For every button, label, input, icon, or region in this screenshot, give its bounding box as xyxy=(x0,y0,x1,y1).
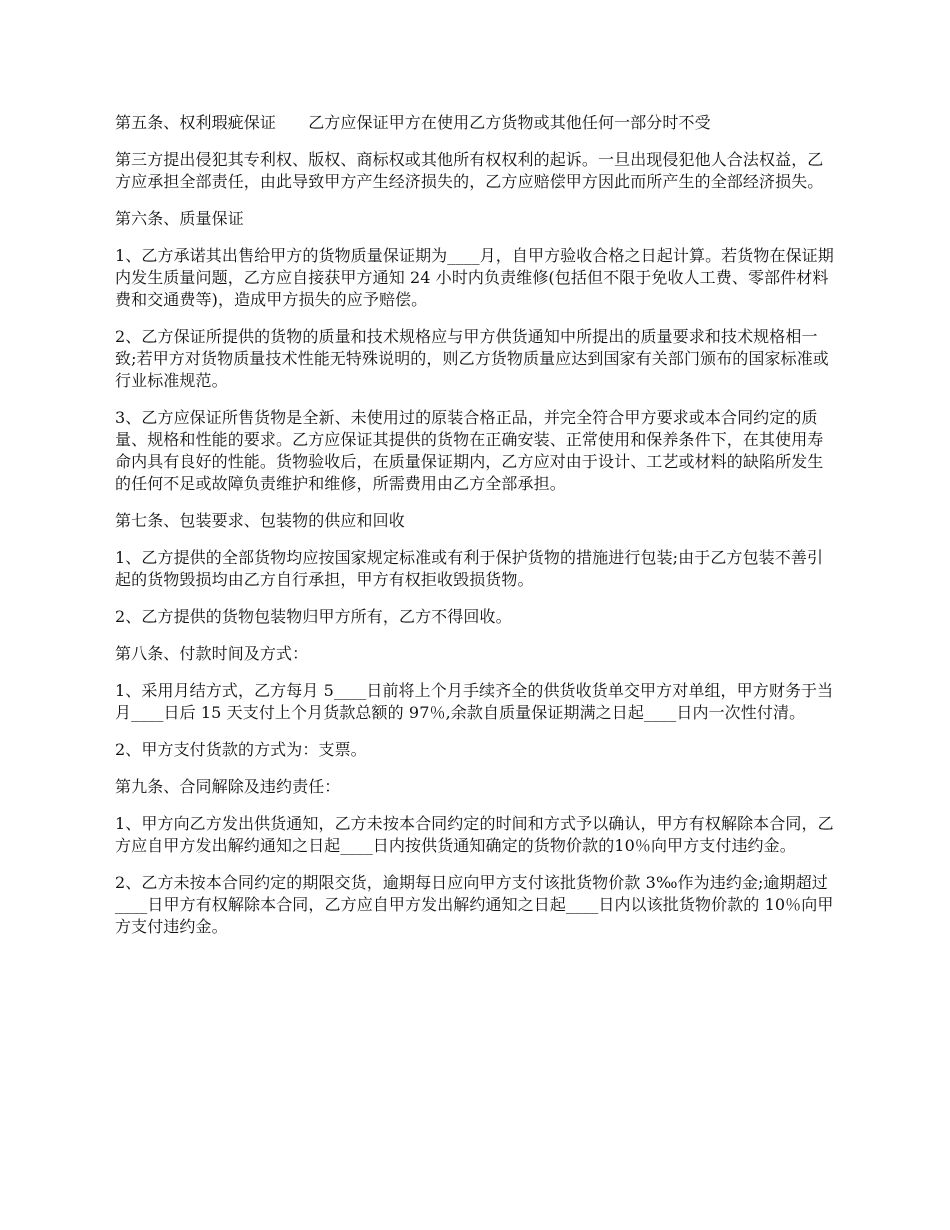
clause-6-item-3: 3、乙方应保证所售货物是全新、未使用过的原装合格正品，并完全符合甲方要求或本合同约定的质量、规格和性能的要求。乙方应保证其提供的货物在正确安装、正常使用和保养条件下，在其使用寿命内具有良好的性能。货物验收后，在质量保证期内，乙方应对由于设计、工艺或材料的缺陷所发生的任何不足或故障负责维护和维修，所需费用由乙方全部承担。 xyxy=(115,408,824,493)
clause-7-item-2: 2、乙方提供的货物包装物归甲方所有，乙方不得回收。 xyxy=(115,607,512,626)
clause-6-item-2: 2、乙方保证所提供的货物的质量和技术规格应与甲方供货通知中所提出的质量要求和技术规格相一致;若甲方对货物质量技术性能无特殊说明的，则乙方货物质量应达到国家有关部门颁布的国家标准或行业标准规范。 xyxy=(115,327,829,390)
clause-9-heading: 第九条、合同解除及违约责任： xyxy=(115,777,341,796)
clause-5-body: 第三方提出侵犯其专利权、版权、商标权或其他所有权权利的起诉。一旦出现侵犯他人合法权益，乙方应承担全部责任，由此导致甲方产生经济损失的，乙方应赔偿甲方因此而所产生的全部经济损失。 xyxy=(115,150,824,191)
clause-8-heading: 第八条、付款时间及方式： xyxy=(115,644,309,663)
document-body xyxy=(115,112,835,953)
clause-6-item-1: 1、乙方承诺其出售给甲方的货物质量保证期为____月，自甲方验收合格之日起计算。若货物在保证期内发生质量问题，乙方应自接获甲方通知 24 小时内负责维修(包括但不限于免收人工费、零部件材料费和交通费等)，造成甲方损失的应予赔偿。 xyxy=(115,246,834,309)
clause-5-heading-line: 第五条、权利瑕疵保证 乙方应保证甲方在使用乙方货物或其他任何一部分时不受 xyxy=(115,113,711,132)
clause-6-heading: 第六条、质量保证 xyxy=(115,209,244,228)
clause-9-item-1: 1、甲方向乙方发出供货通知，乙方未按本合同约定的时间和方式予以确认，甲方有权解除本合同，乙方应自甲方发出解约通知之日起____日内按供货通知确定的货物价款的10％向甲方支付违约金。 xyxy=(115,814,834,855)
clause-9-item-2: 2、乙方未按本合同约定的期限交货，逾期每日应向甲方支付该批货物价款 3‰作为违约金;逾期超过____日甲方有权解除本合同，乙方应自甲方发出解约通知之日起____日内以该批货物价款的 10％向甲方支付违约金。 xyxy=(115,873,834,936)
clause-8-item-2: 2、甲方支付货款的方式为：支票。 xyxy=(115,740,367,759)
clause-8-item-1: 1、采用月结方式，乙方每月 5____日前将上个月手续齐全的供货收货单交甲方对单组，甲方财务于当月____日后 15 天支付上个月货款总额的 97％,余款自质量保证期满之日起____日内一次性付清。 xyxy=(115,681,834,722)
clause-7-heading: 第七条、包装要求、包装物的供应和回收 xyxy=(115,511,405,530)
clause-7-item-1: 1、乙方提供的全部货物均应按国家规定标准或有利于保护货物的措施进行包装;由于乙方包装不善引起的货物毁损均由乙方自行承担，甲方有权拒收毁损货物。 xyxy=(115,548,824,589)
